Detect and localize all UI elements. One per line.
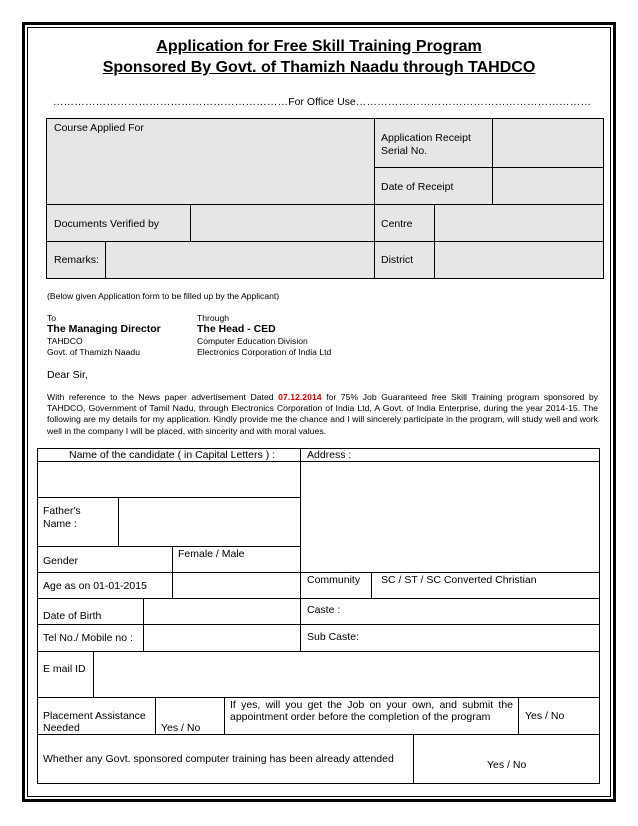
letter-part2: for 75% Job Guaranteed free Skill Training program sponsored by TAHDCO, Government of Tamil Nadu, through Electronics Corporation of India Ltd, A Govt. of India Enterprise, during the year 2014-15. The following are my details for my application. Kindly provide me the chance and I will sincerely participate in the program, will study well and work well in the company I will be placed, with sincerity and with moral values.	[47, 392, 598, 436]
to-org: TAHDCO	[47, 336, 83, 346]
form-subtitle: Sponsored By Govt. of Thamizh Naadu through TAHDCO	[102, 59, 536, 76]
community-cell	[300, 572, 372, 599]
through-label: Through	[197, 313, 230, 323]
office-use-line	[46, 96, 598, 108]
remarks-label: Remarks:	[54, 254, 99, 266]
email-label: E mail ID	[43, 663, 86, 675]
course-applied-label: Course Applied For	[54, 122, 144, 134]
form-title: Application for Free Skill Training Program	[156, 38, 482, 55]
letter-paragraph	[47, 392, 598, 437]
candidate-name-label: Name of the candidate ( in Capital Letters ) :	[69, 449, 276, 461]
remarks-cell	[46, 241, 106, 279]
date-receipt-value[interactable]	[492, 167, 604, 205]
father-name-label: Father's Name :	[43, 505, 81, 530]
own-job-options: Yes / No	[525, 710, 565, 722]
prior-training-options-cell[interactable]	[413, 734, 600, 784]
to-title: The Managing Director	[47, 323, 161, 335]
age-cell	[37, 572, 173, 599]
sub-caste-cell[interactable]	[300, 624, 600, 652]
father-name-cell	[37, 497, 119, 547]
to-gov: Govt. of Thamizh Naadu	[47, 347, 140, 357]
district-cell	[374, 241, 435, 279]
dob-field[interactable]	[143, 598, 301, 625]
placement-options: Yes / No	[161, 722, 201, 734]
caste-label: Caste :	[307, 604, 341, 616]
placement-options-cell[interactable]	[155, 697, 225, 735]
gender-label: Gender	[43, 555, 79, 567]
centre-value[interactable]	[434, 204, 604, 242]
community-label: Community	[307, 574, 361, 586]
address-label: Address :	[307, 449, 352, 461]
tel-field[interactable]	[143, 624, 301, 652]
own-job-cell	[224, 697, 519, 735]
email-cell	[37, 651, 94, 698]
documents-verified-label: Documents Verified by	[54, 218, 160, 230]
office-use-dots-left: …………………………………………………………	[52, 96, 289, 108]
to-label: To	[47, 313, 57, 323]
applicant-instruction: (Below given Application form to be filled up by the Applicant)	[47, 291, 280, 301]
through-division: Computer Education Division	[197, 336, 308, 346]
father-name-field[interactable]	[118, 497, 301, 547]
candidate-name-field[interactable]	[37, 461, 301, 498]
tel-label: Tel No./ Mobile no :	[43, 632, 133, 644]
receipt-serial-value[interactable]	[492, 118, 604, 168]
candidate-name-header	[37, 448, 301, 462]
course-applied-cell[interactable]	[46, 118, 375, 205]
caste-cell[interactable]	[300, 598, 600, 625]
documents-verified-cell	[46, 204, 191, 242]
date-receipt-cell	[374, 167, 493, 205]
gender-options-cell[interactable]	[172, 546, 301, 573]
salutation: Dear Sir,	[47, 369, 88, 381]
sub-caste-label: Sub Caste:	[307, 631, 359, 643]
email-field[interactable]	[93, 651, 600, 698]
tel-cell	[37, 624, 144, 652]
centre-cell	[374, 204, 435, 242]
placement-cell	[37, 697, 156, 735]
address-field[interactable]	[300, 461, 600, 573]
centre-label: Centre	[381, 218, 413, 230]
office-use-label: For Office Use	[288, 96, 356, 108]
community-options: SC / ST / SC Converted Christian	[381, 574, 537, 586]
prior-training-cell	[37, 734, 414, 784]
through-title: The Head - CED	[197, 323, 276, 335]
letter-part1: With reference to the News paper advertisement Dated	[47, 392, 279, 402]
gender-cell	[37, 546, 173, 573]
dob-cell	[37, 598, 144, 625]
community-options-cell[interactable]	[371, 572, 600, 599]
through-org: Electronics Corporation of India Ltd	[197, 347, 332, 357]
age-field[interactable]	[172, 572, 301, 599]
gender-options: Female / Male	[178, 548, 245, 560]
remarks-value[interactable]	[105, 241, 375, 279]
own-job-options-cell[interactable]	[518, 697, 600, 735]
age-label: Age as on 01-01-2015	[43, 580, 147, 592]
advertisement-date: 07.12.2014	[278, 392, 322, 402]
receipt-serial-cell	[374, 118, 493, 168]
prior-training-label: Whether any Govt. sponsored computer training has been already attended	[43, 753, 394, 765]
placement-label: Placement Assistance Needed	[43, 710, 146, 734]
date-receipt-label: Date of Receipt	[381, 181, 454, 193]
dob-label: Date of Birth	[43, 610, 102, 622]
district-value[interactable]	[434, 241, 604, 279]
prior-training-options: Yes / No	[487, 759, 527, 771]
office-use-dots-right: …………………………………………………………	[355, 96, 592, 108]
own-job-label: If yes, will you get the Job on your own, and submit the appointment order before the completion of the program	[230, 699, 513, 723]
documents-verified-value[interactable]	[190, 204, 375, 242]
address-header	[300, 448, 600, 462]
district-label: District	[381, 254, 414, 266]
receipt-serial-label: Application Receipt Serial No.	[381, 132, 471, 157]
